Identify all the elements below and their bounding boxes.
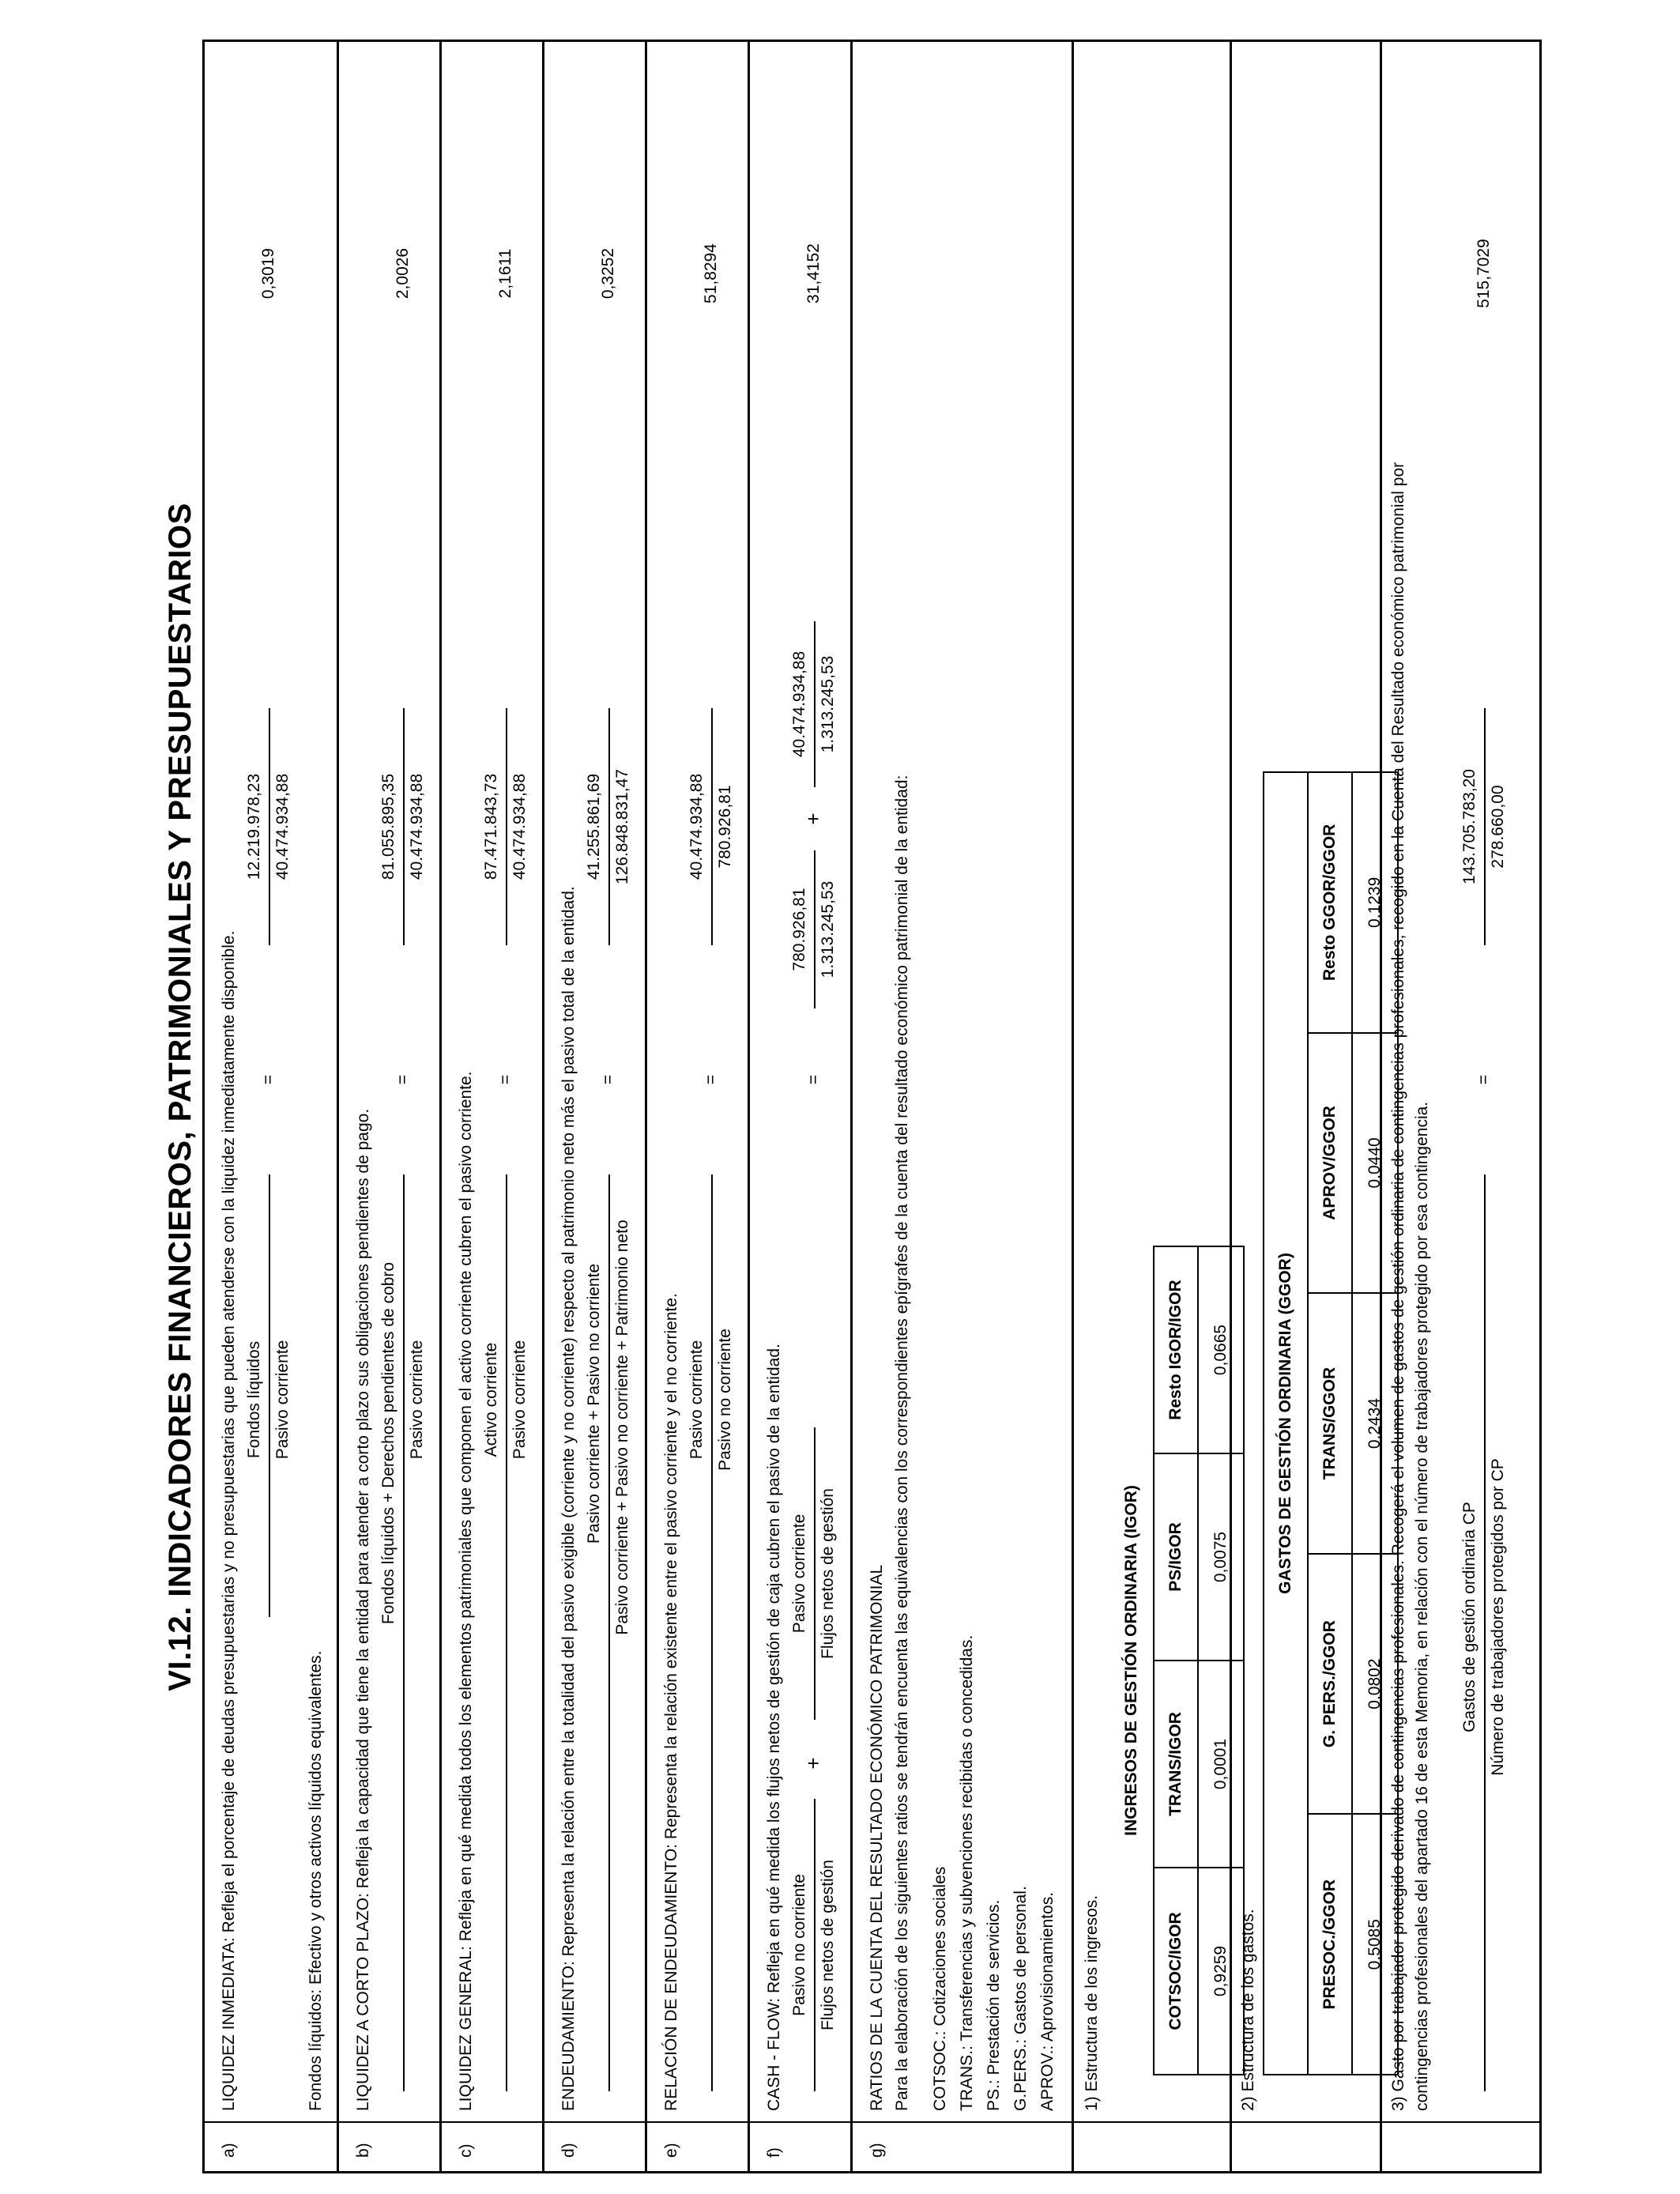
- row-letter: d): [559, 2143, 578, 2158]
- numerator-value: 41.255.861,69: [585, 773, 603, 880]
- row-divider: [645, 40, 647, 2173]
- row-letter: g): [868, 2143, 886, 2158]
- fraction-bar: [814, 621, 816, 787]
- table-cell: 0,2434: [1352, 1293, 1398, 1554]
- table-cell: 0,9259: [1198, 1868, 1244, 2075]
- denominator-value: 40.474.934,88: [408, 773, 426, 880]
- denominator-value: 40.474.934,88: [510, 773, 529, 880]
- section-intro: Para la elaboración de los siguientes ratios se tendrán encuenta las equivalencias con los correspondientes epígrafes de la cuenta del resultado económico patrimonial de la entidad:: [893, 775, 911, 2111]
- fraction-bar: [506, 708, 507, 945]
- row-letter: e): [662, 2143, 680, 2158]
- fraction-bar: [711, 708, 713, 945]
- fraction-bar: [269, 708, 270, 945]
- table-header: COTSOC/IGOR: [1154, 1868, 1198, 2075]
- table-header: Resto IGOR/IGOR: [1154, 1246, 1198, 1453]
- indicator-result: 0,3019: [259, 247, 277, 300]
- fraction-bar: [711, 1174, 713, 2091]
- equals-sign: =: [804, 1074, 823, 1085]
- indicator-result: 31,4152: [804, 243, 823, 303]
- denominator-value: 1.313.245,53: [819, 655, 837, 753]
- denominator-label: Flujos netos de gestión: [819, 1860, 837, 2030]
- numerator-label: Gastos de gestión ordinaria CP: [1460, 1502, 1478, 1732]
- numerator-label: Pasivo corriente + Pasivo no corriente: [585, 1263, 603, 1544]
- fraction-bar: [608, 708, 610, 945]
- equals-sign: =: [496, 1074, 514, 1085]
- fraction-bar: [269, 1174, 270, 1617]
- indicator-description: RELACIÓN DE ENDEUDAMIENTO: Representa la relación existente entre el pasivo corriente y el no corriente.: [662, 1293, 680, 2111]
- denominator-label: Pasivo no corriente: [716, 1329, 734, 1471]
- fraction-bar: [403, 1174, 405, 2091]
- fraction-bar: [403, 708, 405, 945]
- letter-column-divider: [202, 2121, 1542, 2123]
- numerator-value: 40.474.934,88: [687, 773, 706, 880]
- denominator-label: Pasivo corriente: [273, 1340, 292, 1460]
- fraction-bar: [506, 1174, 507, 2091]
- table-cell: 0,0665: [1198, 1246, 1244, 1453]
- table-cell: 0,5085: [1352, 1814, 1398, 2075]
- numerator-value: 143.705.783,20: [1460, 769, 1478, 884]
- abbreviation-item: COTSOC.: Cotizaciones sociales: [931, 1866, 949, 2111]
- table-header: PS/IGOR: [1154, 1453, 1198, 1661]
- indicator-note: Fondos líquidos: Efectivo y otros activos líquidos equivalentes.: [307, 1650, 325, 2111]
- equals-sign: =: [599, 1074, 617, 1085]
- numerator-value: 81.055.895,35: [379, 773, 397, 880]
- denominator-value: 278.660,00: [1489, 785, 1507, 869]
- abbreviation-item: G.PERS.: Gastos de personal.: [1011, 1886, 1030, 2111]
- subsection-text: 3) Gasto por trabajador protegido derivado de contingencias profesionales. Recogerá el volumen de gastos de gestión ordinaria de contingencias profesionales, recogido en la Cuenta del Resultado económico patrimonial por: [1389, 462, 1407, 2111]
- abbreviation-item: TRANS.: Transferencias y subvenciones recibidas o concedidas.: [958, 1634, 976, 2111]
- numerator-label: Pasivo corriente: [790, 1514, 808, 1634]
- row-letter: a): [220, 2143, 238, 2158]
- table-caption: INGRESOS DE GESTIÓN ORDINARIA (IGOR): [1109, 1246, 1154, 2075]
- denominator-label: Pasivo corriente: [408, 1340, 426, 1460]
- indicator-result: 515,7029: [1475, 239, 1493, 308]
- numerator-label: Fondos líquidos: [245, 1340, 263, 1459]
- indicator-result: 51,8294: [702, 243, 720, 303]
- table-header: Resto GGOR/GGOR: [1308, 772, 1352, 1033]
- numerator-label: Fondos líquidos + Derechos pendientes de cobro: [379, 1261, 397, 1625]
- table-header: TRANS/IGOR: [1154, 1661, 1198, 1868]
- denominator-label: Número de trabajadores protegidos por CP: [1489, 1458, 1507, 1776]
- indicator-result: 0,3252: [599, 247, 617, 300]
- denominator-value: 40.474.934,88: [273, 773, 292, 880]
- equals-sign: =: [1475, 1074, 1493, 1085]
- indicator-description: LIQUIDEZ GENERAL: Refleja en qué medida todos los elementos patrimoniales que componen el activo corriente cubren el pasivo corriente.: [457, 1071, 475, 2111]
- row-divider: [1072, 40, 1074, 2173]
- table-header: PRESOC./GGOR: [1308, 1814, 1352, 2075]
- subsection-label: 1) Estructura de los ingresos.: [1083, 1894, 1101, 2111]
- row-divider: [748, 40, 750, 2173]
- denominator-label: Pasivo corriente + Pasivo no corriente + Patrimonio neto: [613, 1220, 631, 1635]
- indicator-result: 2,1611: [496, 248, 514, 299]
- row-divider: [337, 40, 339, 2173]
- fraction-bar: [814, 1427, 816, 1720]
- fraction-bar: [1484, 1174, 1486, 2091]
- row-letter: b): [354, 2143, 372, 2158]
- indicator-description: ENDEUDAMIENTO: Representa la relación entre la totalidad del pasivo exigible (corriente y no corriente) respecto al patrimonio neto más el pasivo total de la entidad.: [559, 886, 578, 2111]
- table-cell: 0,0001: [1198, 1661, 1244, 1868]
- subsection-text: contingencias profesionales del apartado 16 de esta Memoria, en relación con el número de trabajadores protegido por esa contingencia.: [1413, 1101, 1431, 2111]
- denominator-label: Pasivo corriente: [510, 1340, 529, 1460]
- row-letter: c): [457, 2143, 475, 2158]
- fraction-bar: [608, 1174, 610, 2091]
- subsection-label: 2) Estructura de los gastos.: [1239, 1909, 1257, 2111]
- page-title: VI.12. INDICADORES FINANCIEROS, PATRIMONIALES Y PRESUPUESTARIOS: [163, 503, 198, 1691]
- table-header: TRANS/GGOR: [1308, 1293, 1352, 1554]
- table-cell: 0,1239: [1352, 772, 1398, 1033]
- row-divider: [542, 40, 544, 2173]
- denominator-value: 1.313.245,53: [819, 880, 837, 978]
- indicator-description: LIQUIDEZ A CORTO PLAZO: Refleja la capacidad que tiene la entidad para atender a corto plazo sus obligaciones pendientes de pago.: [354, 1108, 372, 2111]
- denominator-value: 126.848.831,47: [613, 769, 631, 884]
- table-header: G. PERS./GGOR: [1308, 1554, 1352, 1815]
- fraction-bar: [814, 850, 816, 1008]
- equals-sign: =: [394, 1074, 412, 1085]
- fraction-bar: [814, 1799, 816, 2091]
- numerator-value: 87.471.843,73: [482, 773, 500, 880]
- numerator-value: 40.474.934,88: [790, 650, 808, 758]
- numerator-value: 780.926,81: [790, 888, 808, 971]
- indicator-description: CASH - FLOW: Refleja en qué medida los flujos netos de gestión de caja cubren el pasivo de la entidad.: [765, 1344, 783, 2111]
- abbreviation-item: PS.: Prestación de servicios.: [985, 1899, 1003, 2111]
- table-cell: 0,0802: [1352, 1554, 1398, 1815]
- numerator-value: 12.219.978,23: [245, 773, 263, 880]
- income-structure-table: [1109, 1246, 1245, 2075]
- plus-sign: +: [801, 812, 825, 825]
- table-cell: 0,0075: [1198, 1453, 1244, 1661]
- plus-sign: +: [801, 1757, 825, 1770]
- indicator-result: 2,0026: [394, 247, 412, 300]
- table-cell: 0,0440: [1352, 1033, 1398, 1294]
- row-divider: [850, 40, 853, 2173]
- numerator-label: Pasivo corriente: [687, 1340, 706, 1460]
- expense-structure-table: [1263, 771, 1399, 2075]
- numerator-label: Pasivo no corriente: [790, 1874, 808, 2016]
- fraction-bar: [1484, 708, 1486, 945]
- numerator-label: Activo corriente: [482, 1342, 500, 1457]
- denominator-label: Flujos netos de gestión: [819, 1488, 837, 1659]
- equals-sign: =: [259, 1074, 277, 1085]
- table-header: APROV/GGOR: [1308, 1033, 1352, 1294]
- denominator-value: 780.926,81: [716, 785, 734, 869]
- section-heading: RATIOS DE LA CUENTA DEL RESULTADO ECONÓMICO PATRIMONIAL: [868, 1564, 886, 2111]
- row-letter: f): [765, 2147, 783, 2158]
- abbreviation-item: APROV.: Aprovisionamientos.: [1038, 1891, 1057, 2111]
- table-caption: GASTOS DE GESTIÓN ORDINARIA (GGOR): [1264, 772, 1308, 2075]
- row-divider: [439, 40, 442, 2173]
- equals-sign: =: [702, 1074, 720, 1085]
- indicator-description: LIQUIDEZ INMEDIATA: Refleja el porcentaje de deudas presupuestarias y no presupuestarias que pueden atenderse con la liquidez inmediatamente disponible.: [220, 930, 238, 2111]
